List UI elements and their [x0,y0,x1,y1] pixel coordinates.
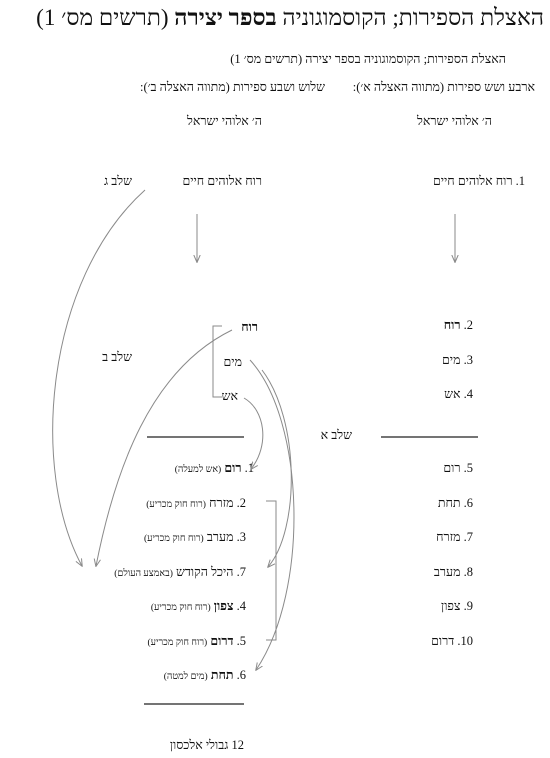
left-item-darom-note: (רוח חוק מכריע) [147,638,208,648]
directions-bracket [266,501,276,640]
curve-ruach-to-heichal [96,330,232,566]
left-ruach-elohim: רוח אלוהים חיים [182,174,262,188]
left-item-rom-num: 1. [244,461,254,475]
curve-ruach-elohim-to-heichal [53,190,145,566]
right-item-9-text: צפון [441,599,461,613]
left-item-rom-name: רום [224,461,242,475]
left-item-heichal-num: 7. [236,565,246,579]
right-item-7-num: 7. [463,530,473,544]
left-item-heichal-note: (באמצע העולם) [114,569,173,579]
title-part-3: (תרשים מס׳ 1) [36,5,169,30]
diagram-subtitle: האצלת הספירות; הקוסמוגוניה בספר יצירה (תרשים מס׳ 1) [230,52,506,66]
right-item-6-text: תחת [437,496,461,510]
left-item-mizrach-note: (רוח חוק מכריע) [146,500,206,510]
curve-esh-to-rom [244,398,263,469]
right-item-7-text: מזרח [436,530,461,544]
curve-mayim-to-tachat [250,360,294,670]
right-item-1-text: רוח אלוהים חיים [432,174,513,188]
left-column-header: שלוש ושבע ספירות (מתווה האצלה ב׳): [139,80,325,94]
right-item-10-num: 10. [457,634,473,648]
right-column-header: ארבע ושש ספירות (מתווה האצלה א׳): [352,80,535,94]
right-item-9-num: 9. [463,599,473,613]
left-item-tzafon-num: 4. [236,599,246,613]
right-item-10-text: דרום [431,634,455,648]
left-item-tzafon-note: (רוח חוק מכריע) [150,603,211,613]
right-item-3-text: מים [442,353,461,367]
left-item-tachat-name: תחת [210,668,234,682]
left-item-mizrach-name: מזרח [209,496,234,510]
right-item-5-text: רום [443,461,461,475]
right-item-8-num: 8. [463,565,473,579]
left-item-tachat-note: (מים למטה) [163,672,208,682]
left-god-label: ה׳ אלוהי ישראל [187,114,262,128]
left-item-darom-num: 5. [236,634,246,648]
right-item-2-num: 2. [463,318,473,332]
right-item-1-num: 1. [515,174,525,188]
title-part-2: בספר יצירה [174,5,277,30]
curve-mayim-to-heichal [262,370,291,567]
right-item-8-text: מערב [433,565,461,579]
left-item-rom-note: (אש למעלה) [174,465,222,475]
stage-alef-label: שלב א [320,428,352,442]
right-item-3-num: 3. [463,353,473,367]
left-item-mizrach-num: 2. [236,496,246,510]
left-item-maarav-num: 3. [236,530,246,544]
left-element-mayim: מים [223,355,242,369]
diagonal-boundaries-label: 12 גבולי אלכסון [169,738,244,752]
left-item-maarav-note: (רוח חוק מכריע) [143,534,204,544]
title-part-1: האצלת הספירות; הקוסמוגוניה [282,5,544,30]
right-item-4-num: 4. [463,387,473,401]
left-item-maarav-name: מערב [206,530,234,544]
element-ruach-text: רוח [241,320,258,334]
stage-bet-label: שלב ב [102,350,132,364]
right-item-5-num: 5. [463,461,473,475]
left-item-tachat-num: 6. [236,668,246,682]
left-item-tzafon-name: צפון [213,599,234,613]
right-item-2-text: רוח [443,318,461,332]
left-item-darom-name: דרום [210,634,234,648]
left-element-esh: אש [221,389,238,403]
right-item-4-text: אש [444,387,461,401]
stage-gimel-label: שלב ג [104,174,132,188]
left-item-heichal-name: היכל הקודש [176,565,234,579]
right-god-label: ה׳ אלוהי ישראל [417,114,492,128]
right-item-6-num: 6. [463,496,473,510]
